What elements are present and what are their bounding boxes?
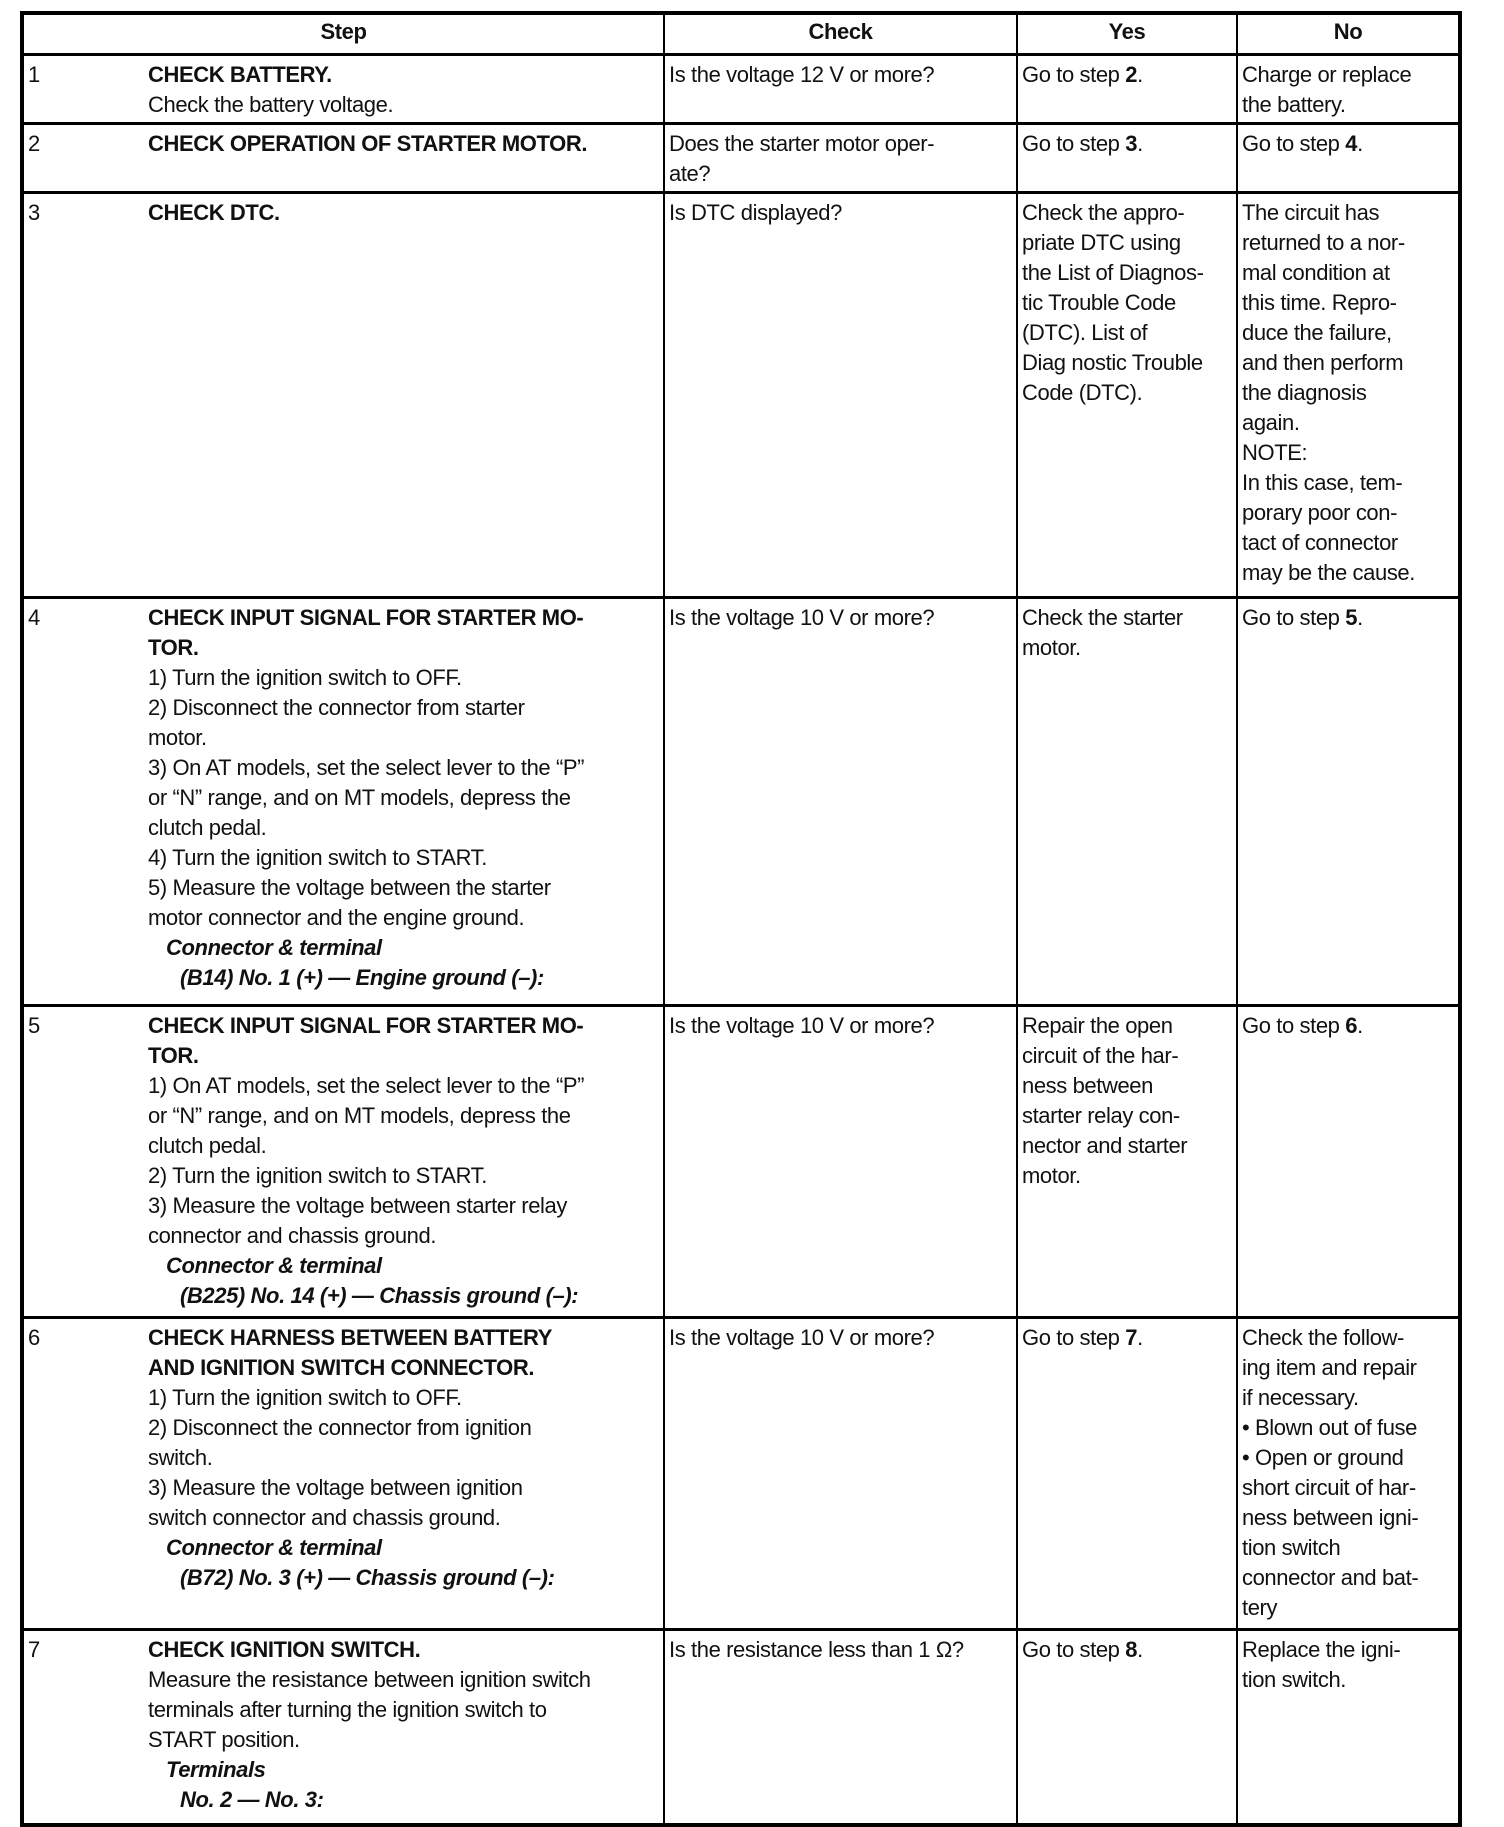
no-text: tion switch. [1242, 1667, 1347, 1692]
step-instruction: START position. [148, 1727, 300, 1752]
yes-text: tic Trouble Code [1022, 290, 1176, 315]
no-text: The circuit has [1242, 200, 1380, 225]
step-instruction: 1) Turn the ignition switch to OFF. [148, 1385, 462, 1410]
text-segment: . [1357, 605, 1363, 630]
step-instruction: switch. [148, 1445, 213, 1470]
no-text: may be the cause. [1242, 560, 1415, 585]
yes-cell [1017, 55, 1237, 124]
check-text: Is the voltage 10 V or more? [669, 1325, 935, 1350]
step-heading: TOR. [148, 1043, 199, 1068]
step-heading: TOR. [148, 635, 199, 660]
step-body [148, 1323, 555, 1593]
no-cell [1237, 1630, 1460, 1826]
yes-cell [1017, 598, 1237, 1006]
no-text: short circuit of har- [1242, 1475, 1416, 1500]
no-text: NOTE: [1242, 440, 1308, 465]
step-number: 1 [28, 62, 40, 87]
no-text: duce the failure, [1242, 320, 1392, 345]
yes-text: Diag nostic Trouble [1022, 350, 1203, 375]
check-text: Is the voltage 10 V or more? [669, 605, 935, 630]
step-body [148, 1635, 591, 1815]
yes-text [1022, 1635, 1232, 1665]
yes-text: starter relay con- [1022, 1103, 1180, 1128]
step-cell [22, 1630, 664, 1826]
no-text: • Open or ground [1242, 1445, 1404, 1470]
step-instruction: 4) Turn the ignition switch to START. [148, 845, 487, 870]
check-cell [664, 1006, 1017, 1318]
yes-text: motor. [1022, 635, 1081, 660]
step-instruction: terminals after turning the ignition switch to [148, 1697, 547, 1722]
yes-text: Repair the open [1022, 1013, 1173, 1038]
step-cell [22, 1006, 664, 1318]
step-number-bold: 4 [1345, 131, 1358, 156]
no-text: porary poor con- [1242, 500, 1398, 525]
connector-terminal: Connector & terminal [166, 1535, 382, 1560]
step-number-bold: 7 [1125, 1325, 1138, 1350]
yes-cell [1017, 1318, 1237, 1630]
table-row [22, 124, 1460, 193]
no-text: this time. Repro- [1242, 290, 1397, 315]
step-cell [22, 193, 664, 598]
no-text [1242, 1011, 1454, 1041]
step-cell [22, 1318, 664, 1630]
text-segment: . [1137, 1325, 1143, 1350]
no-text: and then perform [1242, 350, 1404, 375]
no-text: connector and bat- [1242, 1565, 1419, 1590]
step-number: 3 [28, 200, 40, 225]
step-instruction: 2) Disconnect the connector from starter [148, 695, 525, 720]
text-segment: Go to step [1022, 62, 1126, 87]
step-number-bold: 2 [1125, 62, 1138, 87]
step-heading: CHECK IGNITION SWITCH. [148, 1637, 421, 1662]
text-segment: Go to step [1022, 1325, 1126, 1350]
yes-text: circuit of the har- [1022, 1043, 1179, 1068]
table-row [22, 1630, 1460, 1826]
header-step: Step [22, 13, 664, 55]
no-text: ing item and repair [1242, 1355, 1417, 1380]
no-cell [1237, 598, 1460, 1006]
no-text [1242, 129, 1454, 159]
check-text: ate? [669, 161, 711, 186]
text-segment: Go to step [1242, 131, 1346, 156]
step-instruction: 3) Measure the voltage between ignition [148, 1475, 523, 1500]
check-cell [664, 193, 1017, 598]
step-instruction: 5) Measure the voltage between the starter [148, 875, 551, 900]
yes-cell [1017, 1630, 1237, 1826]
yes-text: the List of Diagnos- [1022, 260, 1204, 285]
no-text [1242, 603, 1454, 633]
connector-terminal: No. 2 — No. 3: [180, 1787, 324, 1812]
text-segment: . [1357, 131, 1363, 156]
check-cell [664, 124, 1017, 193]
no-cell [1237, 193, 1460, 598]
step-instruction: 2) Disconnect the connector from ignition [148, 1415, 532, 1440]
step-instruction: 3) On AT models, set the select lever to the “P” [148, 755, 585, 780]
no-text: mal condition at [1242, 260, 1390, 285]
check-text: Is the voltage 12 V or more? [669, 62, 935, 87]
table-row [22, 1006, 1460, 1318]
no-text: ness between igni- [1242, 1505, 1419, 1530]
step-body [148, 129, 587, 159]
step-number: 2 [28, 131, 40, 156]
text-segment: . [1137, 62, 1143, 87]
no-text: returned to a nor- [1242, 230, 1405, 255]
step-instruction: 3) Measure the voltage between starter relay [148, 1193, 567, 1218]
yes-cell [1017, 1006, 1237, 1318]
step-instruction: 2) Turn the ignition switch to START. [148, 1163, 487, 1188]
header-no: No [1237, 13, 1460, 55]
no-text: • Blown out of fuse [1242, 1415, 1417, 1440]
header-check: Check [664, 13, 1017, 55]
step-heading: CHECK DTC. [148, 200, 280, 225]
check-text: Does the starter motor oper- [669, 131, 935, 156]
yes-text: nector and starter [1022, 1133, 1188, 1158]
no-text: the diagnosis [1242, 380, 1367, 405]
step-heading: CHECK OPERATION OF STARTER MOTOR. [148, 131, 588, 156]
step-instruction: or “N” range, and on MT models, depress the [148, 1103, 571, 1128]
no-cell [1237, 124, 1460, 193]
no-text: Replace the igni- [1242, 1637, 1401, 1662]
connector-terminal: (B72) No. 3 (+) — Chassis ground (–): [180, 1565, 555, 1590]
no-text: again. [1242, 410, 1300, 435]
table-row [22, 193, 1460, 598]
no-text: Check the follow- [1242, 1325, 1404, 1350]
step-instruction: motor. [148, 725, 207, 750]
header-yes: Yes [1017, 13, 1237, 55]
no-text: tact of connector [1242, 530, 1398, 555]
yes-text: Code (DTC). [1022, 380, 1143, 405]
check-text: Is DTC displayed? [669, 200, 842, 225]
step-number-bold: 6 [1345, 1013, 1358, 1038]
check-cell [664, 1630, 1017, 1826]
yes-text: Check the starter [1022, 605, 1183, 630]
yes-text [1022, 129, 1232, 159]
no-text: tion switch [1242, 1535, 1341, 1560]
no-text: Charge or replace [1242, 62, 1412, 87]
connector-terminal: Connector & terminal [166, 1253, 382, 1278]
table-row [22, 1318, 1460, 1630]
step-body [148, 603, 584, 993]
yes-text [1022, 60, 1232, 90]
step-cell [22, 124, 664, 193]
no-cell [1237, 1318, 1460, 1630]
connector-terminal: (B225) No. 14 (+) — Chassis ground (–): [180, 1283, 579, 1308]
table-header-row [22, 13, 1460, 55]
step-number: 4 [28, 605, 40, 630]
step-number-bold: 5 [1345, 605, 1358, 630]
step-body [148, 198, 280, 228]
step-instruction: clutch pedal. [148, 815, 267, 840]
text-segment: . [1357, 1013, 1363, 1038]
step-cell [22, 598, 664, 1006]
no-cell [1237, 55, 1460, 124]
step-instruction: 1) Turn the ignition switch to OFF. [148, 665, 462, 690]
no-text: In this case, tem- [1242, 470, 1403, 495]
yes-text [1022, 1323, 1232, 1353]
no-text: tery [1242, 1595, 1278, 1620]
step-instruction: motor connector and the engine ground. [148, 905, 525, 930]
text-segment: . [1137, 1637, 1143, 1662]
step-instruction: 1) On AT models, set the select lever to the “P” [148, 1073, 585, 1098]
connector-terminal: Terminals [166, 1757, 266, 1782]
yes-text: priate DTC using [1022, 230, 1181, 255]
table-row [22, 598, 1460, 1006]
check-cell [664, 55, 1017, 124]
step-heading: AND IGNITION SWITCH CONNECTOR. [148, 1355, 535, 1380]
check-text: Is the voltage 10 V or more? [669, 1013, 935, 1038]
step-instruction: connector and chassis ground. [148, 1223, 437, 1248]
no-text: the battery. [1242, 92, 1346, 117]
text-segment: Go to step [1242, 605, 1346, 630]
text-segment: Go to step [1242, 1013, 1346, 1038]
check-cell [664, 598, 1017, 1006]
text-segment: Go to step [1022, 1637, 1126, 1662]
check-text: Is the resistance less than 1 Ω? [669, 1637, 964, 1662]
no-cell [1237, 1006, 1460, 1318]
step-number-bold: 8 [1125, 1637, 1138, 1662]
step-body [148, 60, 393, 120]
step-instruction: clutch pedal. [148, 1133, 267, 1158]
step-instruction: Check the battery voltage. [148, 92, 394, 117]
step-instruction: switch connector and chassis ground. [148, 1505, 501, 1530]
step-heading: CHECK HARNESS BETWEEN BATTERY [148, 1325, 552, 1350]
step-body [148, 1011, 584, 1311]
step-heading: CHECK INPUT SIGNAL FOR STARTER MO- [148, 1013, 584, 1038]
yes-text: Check the appro- [1022, 200, 1185, 225]
text-segment: . [1137, 131, 1143, 156]
check-cell [664, 1318, 1017, 1630]
yes-text: (DTC). List of [1022, 320, 1148, 345]
text-segment: Go to step [1022, 131, 1126, 156]
step-number: 6 [28, 1325, 40, 1350]
yes-cell [1017, 193, 1237, 598]
step-heading: CHECK INPUT SIGNAL FOR STARTER MO- [148, 605, 584, 630]
step-heading: CHECK BATTERY. [148, 62, 332, 87]
no-text: if necessary. [1242, 1385, 1359, 1410]
table-row [22, 55, 1460, 124]
yes-text: ness between [1022, 1073, 1153, 1098]
connector-terminal: (B14) No. 1 (+) — Engine ground (–): [180, 965, 544, 990]
step-cell [22, 55, 664, 124]
step-number: 7 [28, 1637, 40, 1662]
step-number-bold: 3 [1125, 131, 1138, 156]
step-instruction: or “N” range, and on MT models, depress the [148, 785, 571, 810]
yes-cell [1017, 124, 1237, 193]
step-instruction: Measure the resistance between ignition switch [148, 1667, 591, 1692]
yes-text: motor. [1022, 1163, 1081, 1188]
connector-terminal: Connector & terminal [166, 935, 382, 960]
diagnostic-table [20, 11, 1462, 1827]
step-number: 5 [28, 1013, 40, 1038]
